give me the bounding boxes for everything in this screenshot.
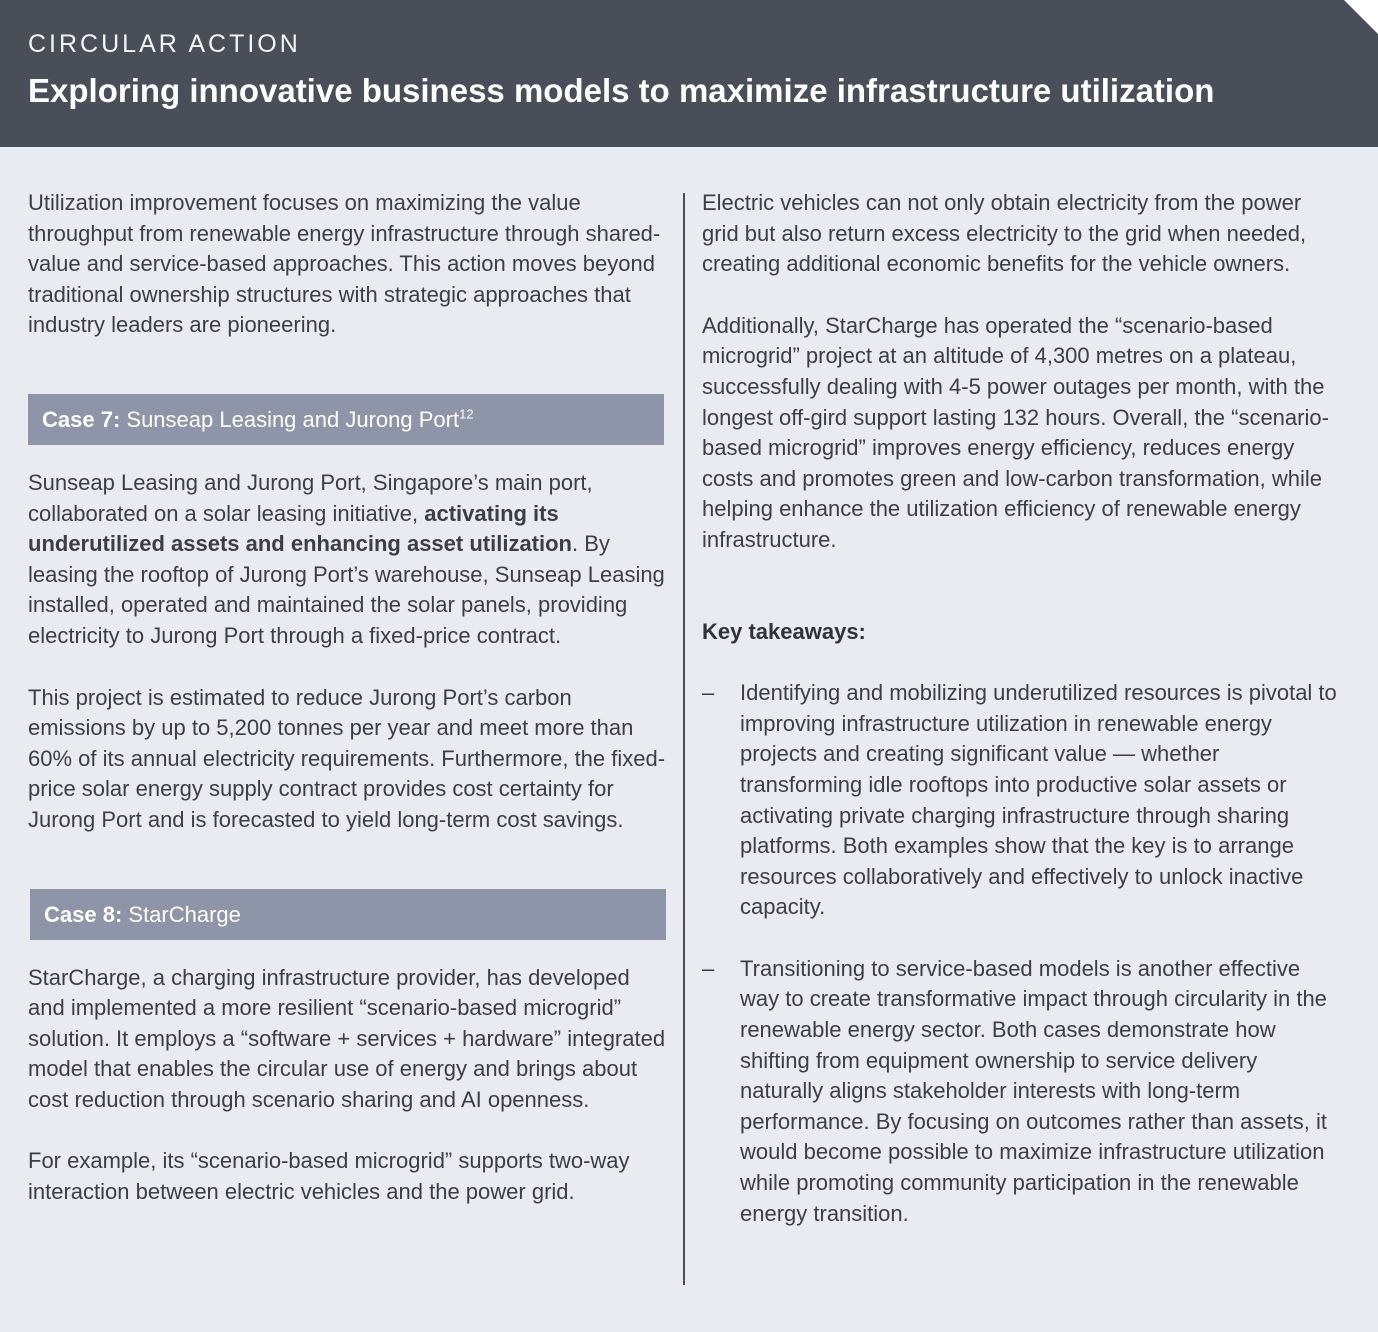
takeaway-item-2 [702,954,1342,1229]
case-7-heading [28,394,664,445]
intro-paragraph: Utilization improvement focuses on maximizing the value throughput from renewable energy infrastructure through shared-value and service-based approaches. This action moves beyond traditional ownership structures with strategic approaches that industry leaders are pioneering. [28,190,661,338]
right-paragraph-2: Additionally, StarCharge has operated the “scenario-based microgrid” project at an altitude of 4,300 metres on a plateau, successfully dealing with 4-5 power outages per month, with the longest off-gird support lasting 132 hours. Overall, the “scenario-based microgrid” improves energy efficiency, reduces energy costs and promotes green and low-carbon transformation, while helping enhance the utilization efficiency of renewable energy infrastructure. [702,312,1329,552]
key-takeaways-heading: Key takeaways: [702,618,866,644]
case-7-paragraph-1: Sunseap Leasing and Jurong Port, Singapore’s main port, collaborated on a solar leasing initiative, activating its underutilized assets and enhancing asset utilization. By leasing the rooftop of Jurong Port’s warehouse, Sunseap Leasing installed, operated and maintained the solar panels, providing electricity to Jurong Port through a fixed-price contract. [28,469,665,648]
case-8-heading [30,889,666,940]
case-8-paragraph-1: StarCharge, a charging infrastructure provider, has developed and implemented a more resilient “scenario-based microgrid” solution. It employs a “software + services + hardware” integrated model that enables the circular use of energy and brings about cost reduction through scenario sharing and AI openness. [28,964,666,1112]
case-7-emphasis: activating its underutilized assets and enhancing asset utilization [28,500,572,557]
case-8-title: StarCharge [122,901,241,927]
section-kicker: CIRCULAR ACTION [28,30,301,58]
page-header [0,0,1378,147]
case-7-number: Case 7: [42,406,121,432]
dash-bullet: – [702,680,715,706]
case-7-title: Sunseap Leasing and Jurong Port [120,406,460,432]
case-8-number: Case 8: [44,901,123,927]
page-corner-fold [1344,0,1378,34]
right-paragraph-1: Electric vehicles can not only obtain electricity from the power grid but also return excess electricity to the grid when needed, creating additional economic benefits for the vehicle owners. [702,190,1307,277]
case-7-footnote: 12 [459,406,474,422]
takeaway-2-text: Transitioning to service-based models is another effective way to create transformative impact through circularity in the renewable energy sector. Both cases demonstrate how shifting from equipment ownership to service delivery naturally aligns stakeholder interests with long-term performance. By focusing on outcomes rather than assets, it would become possible to maximize infrastructure utilization while promoting community participation in the renewable energy transition. [740,955,1327,1226]
case-7-paragraph-2: This project is estimated to reduce Jurong Port’s carbon emissions by up to 5,200 tonnes per year and meet more than 60% of its annual electricity requirements. Furthermore, the fixed-price solar energy supply contract provides cost certainty for Jurong Port and is forecasted to yield long-term cost savings. [28,684,666,832]
left-column [28,188,668,1208]
column-divider [683,193,685,1285]
case-8-paragraph-2: For example, its “scenario-based microgrid” supports two-way interaction between electric vehicles and the power grid. [28,1148,630,1205]
page-title: Exploring innovative business models to maximize infrastructure utilization [28,72,1215,109]
takeaway-1-text: Identifying and mobilizing underutilized resources is pivotal to improving infrastructure utilization in renewable energy projects and creating significant value — whether transforming idle rooftops into productive solar assets or activating private charging infrastructure through sharing platforms. Both examples show that the key is to arrange resources collaboratively and effectively to unlock inactive capacity. [740,680,1337,920]
right-column [702,188,1342,1229]
takeaway-item-1 [702,678,1342,923]
dash-bullet: – [702,955,715,981]
